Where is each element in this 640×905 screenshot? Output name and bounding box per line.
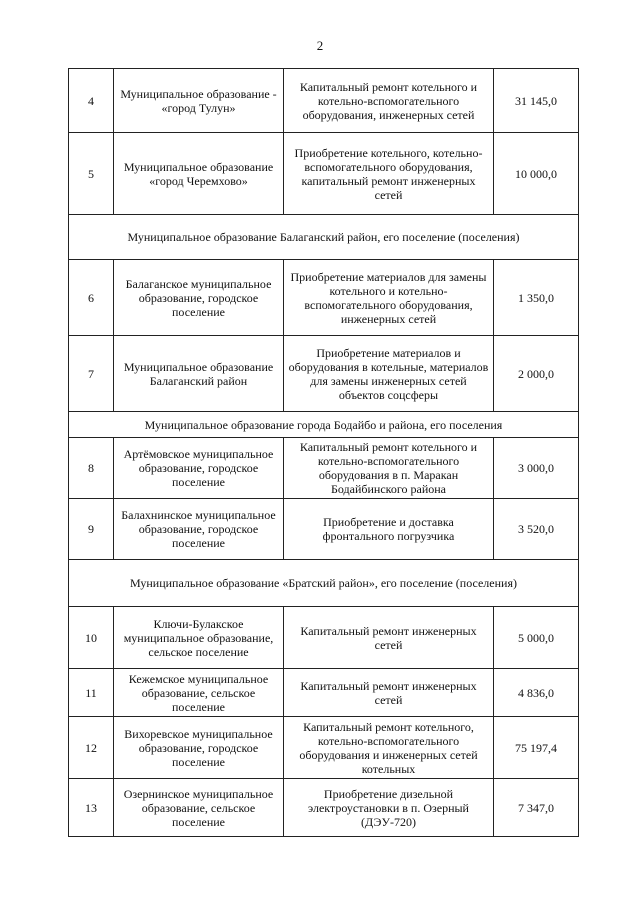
municipality-name: Артёмовское муниципальное образование, городское поселение (114, 438, 284, 499)
amount: 31 145,0 (494, 69, 579, 133)
municipality-name: Кежемское муниципальное образование, сельское поселение (114, 669, 284, 717)
work-description: Приобретение материалов для замены котельного и котельно-вспомогательного оборудования, инженерных сетей (284, 260, 494, 336)
work-description: Капитальный ремонт котельного, котельно-вспомогательного оборудования и инженерных сетей котельных (284, 717, 494, 779)
municipality-name: Ключи-Булакское муниципальное образование, сельское поселение (114, 607, 284, 669)
section-title: Муниципальное образование «Братский район», его поселение (поселения) (69, 560, 579, 607)
municipality-name: Муниципальное образование Балаганский район (114, 336, 284, 412)
work-description: Приобретение и доставка фронтального погрузчика (284, 499, 494, 560)
table-row (69, 607, 579, 669)
row-number: 8 (69, 438, 114, 499)
section-title: Муниципальное образование Балаганский район, его поселение (поселения) (69, 215, 579, 260)
municipality-name: Озернинское муниципальное образование, сельское поселение (114, 779, 284, 837)
amount: 3 520,0 (494, 499, 579, 560)
work-description: Капитальный ремонт котельного и котельно-вспомогательного оборудования в п. Маракан Бодайбинского района (284, 438, 494, 499)
table-row (69, 669, 579, 717)
municipality-name: Вихоревское муниципальное образование, городское поселение (114, 717, 284, 779)
work-description: Приобретение дизельной электроустановки в п. Озерный (ДЭУ-720) (284, 779, 494, 837)
municipality-name: Балахнинское муниципальное образование, городское поселение (114, 499, 284, 560)
row-number: 13 (69, 779, 114, 837)
section-row (69, 412, 579, 438)
work-description: Капитальный ремонт инженерных сетей (284, 669, 494, 717)
row-number: 6 (69, 260, 114, 336)
row-number: 7 (69, 336, 114, 412)
table-row (69, 260, 579, 336)
municipality-name: Муниципальное образование - «город Тулун» (114, 69, 284, 133)
municipality-name: Муниципальное образование «город Черемхово» (114, 133, 284, 215)
table-row (69, 438, 579, 499)
municipality-name: Балаганское муниципальное образование, городское поселение (114, 260, 284, 336)
amount: 10 000,0 (494, 133, 579, 215)
table-row (69, 499, 579, 560)
page-number: 2 (316, 38, 324, 53)
amount: 2 000,0 (494, 336, 579, 412)
section-title: Муниципальное образование города Бодайбо и района, его поселения (69, 412, 579, 438)
row-number: 5 (69, 133, 114, 215)
funding-table (68, 68, 579, 837)
row-number: 4 (69, 69, 114, 133)
table-row (69, 69, 579, 133)
row-number: 10 (69, 607, 114, 669)
work-description: Приобретение котельного, котельно-вспомогательного оборудования, капитальный ремонт инженерных сетей (284, 133, 494, 215)
amount: 3 000,0 (494, 438, 579, 499)
work-description: Капитальный ремонт инженерных сетей (284, 607, 494, 669)
table-row (69, 133, 579, 215)
table-row (69, 717, 579, 779)
row-number: 9 (69, 499, 114, 560)
amount: 4 836,0 (494, 669, 579, 717)
amount: 1 350,0 (494, 260, 579, 336)
amount: 7 347,0 (494, 779, 579, 837)
row-number: 12 (69, 717, 114, 779)
section-row (69, 215, 579, 260)
section-row (69, 560, 579, 607)
amount: 5 000,0 (494, 607, 579, 669)
work-description: Капитальный ремонт котельного и котельно-вспомогательного оборудования, инженерных сетей (284, 69, 494, 133)
table-row (69, 336, 579, 412)
row-number: 11 (69, 669, 114, 717)
work-description: Приобретение материалов и оборудования в котельные, материалов для замены инженерных сетей объектов соцсферы (284, 336, 494, 412)
amount: 75 197,4 (494, 717, 579, 779)
table-row (69, 779, 579, 837)
